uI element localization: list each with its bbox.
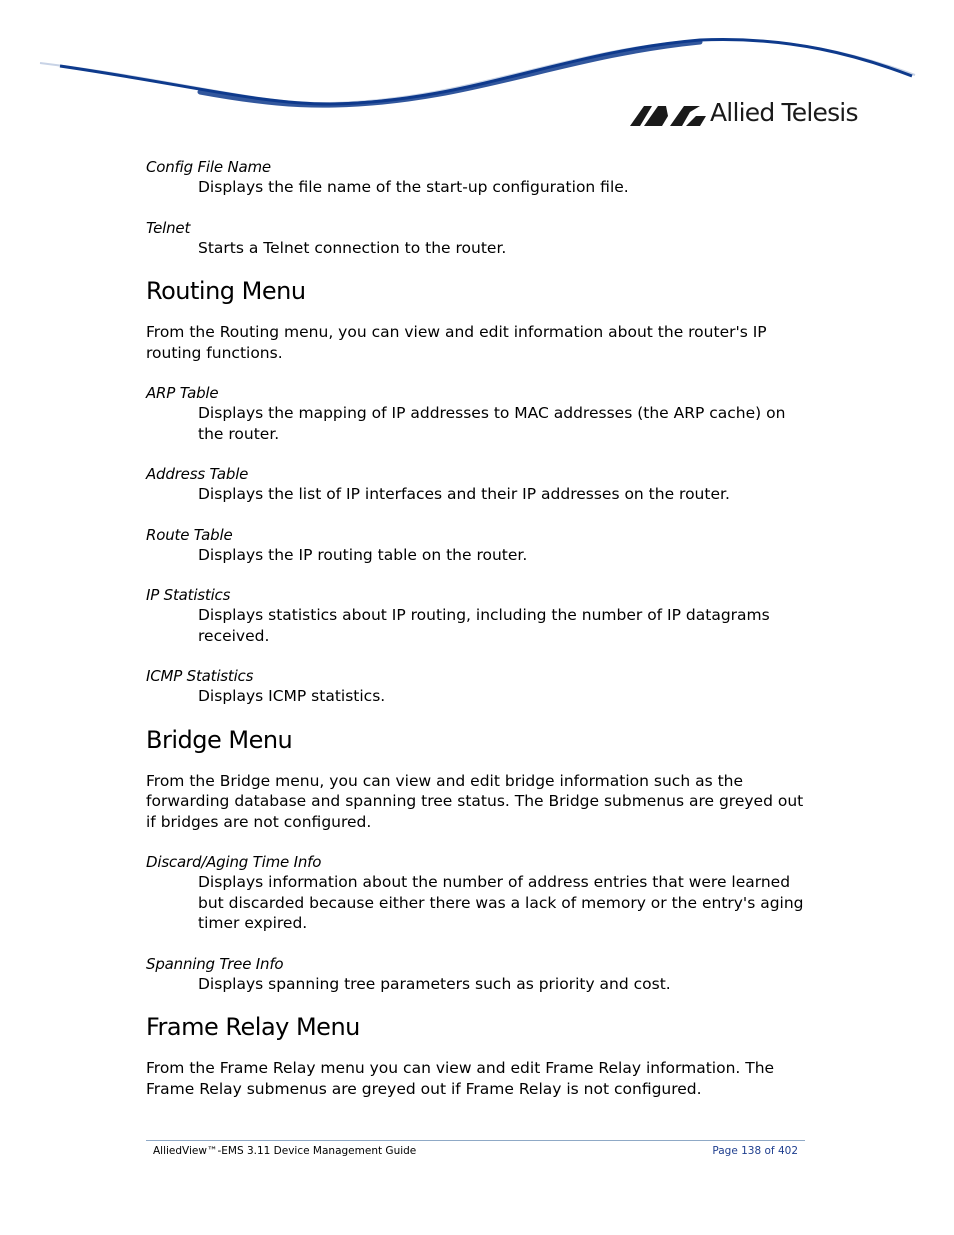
desc-spanning-tree: Displays spanning tree parameters such as priority and cost.: [198, 974, 671, 993]
footer-guide-title: AlliedView™-EMS 3.11 Device Management Guide: [153, 1145, 417, 1157]
heading-bridge-menu: Bridge Menu: [146, 725, 293, 754]
term-telnet: Telnet: [146, 218, 191, 237]
term-ip-statistics: IP Statistics: [146, 586, 231, 604]
desc-discard-aging: Displays information about the number of address entries that were learned but discarded because either there was a lack of memory or the entry's aging timer expired.: [198, 873, 804, 932]
term-discard-aging: Discard/Aging Time Info: [146, 853, 322, 871]
desc-icmp-statistics: Displays ICMP statistics.: [198, 687, 386, 705]
term-route-table: Route Table: [146, 525, 233, 544]
footer-page-number: Page 138 of 402: [712, 1145, 798, 1157]
desc-ip-statistics: Displays statistics about IP routing, including the number of IP datagrams received.: [198, 606, 770, 645]
term-config-file-name: Config File Name: [146, 158, 271, 176]
para-routing: From the Routing menu, you can view and edit information about the router's IP routing functions.: [146, 323, 767, 362]
footer-divider: [146, 1140, 805, 1141]
document-body: [146, 157, 806, 1099]
term-arp-table: ARP Table: [146, 384, 219, 402]
term-spanning-tree: Spanning Tree Info: [146, 954, 284, 973]
desc-telnet: Starts a Telnet connection to the router.: [198, 238, 507, 257]
desc-address-table: Displays the list of IP interfaces and their IP addresses on the router.: [198, 485, 730, 503]
desc-config-file-name: Displays the file name of the start-up configuration file.: [198, 178, 629, 196]
desc-arp-table: Displays the mapping of IP addresses to MAC addresses (the ARP cache) on the router.: [198, 404, 786, 443]
heading-routing-menu: Routing Menu: [146, 277, 306, 305]
para-frame-relay: From the Frame Relay menu you can view and edit Frame Relay information. The Frame Relay submenus are greyed out if Frame Relay is not configured.: [146, 1059, 775, 1098]
brand-name: Allied Telesis: [710, 98, 858, 127]
para-bridge: From the Bridge menu, you can view and edit bridge information such as the forwarding database and spanning tree status. The Bridge submenus are greyed out if bridges are not configured.: [146, 771, 804, 831]
desc-route-table: Displays the IP routing table on the router.: [198, 545, 528, 564]
heading-frame-relay-menu: Frame Relay Menu: [146, 1013, 360, 1041]
brand-logo-icon: [630, 106, 706, 126]
term-address-table: Address Table: [146, 465, 249, 483]
term-icmp-statistics: ICMP Statistics: [146, 667, 254, 685]
